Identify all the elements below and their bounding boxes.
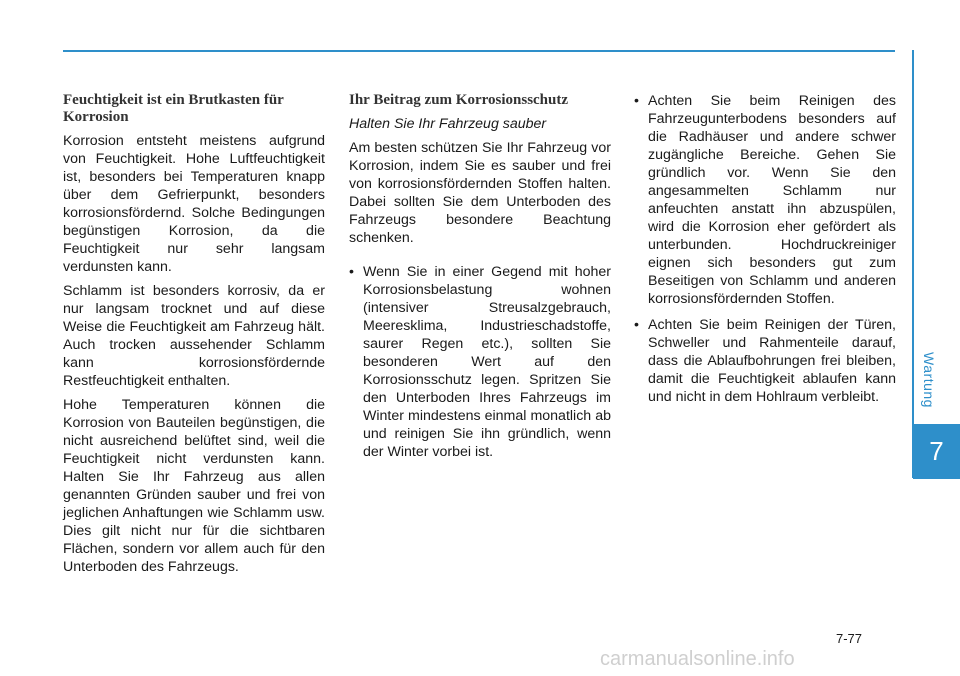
column-right [634,92,896,414]
section-tab [918,330,940,430]
page-number: 7-77 [836,631,863,646]
bullet-list [349,263,611,461]
section-heading-humidity: Feuchtigkeit ist ein Brutkasten für Korrosion [63,92,284,125]
column-left [63,92,325,582]
chapter-number: 7 [929,436,944,466]
chapter-badge [913,424,960,479]
list-item: • Achten Sie beim Reinigen der Türen, Schweller und Rahmenteile darauf, dass die Ablaufbohrungen frei bleiben, damit die Feuchtigkeit ablaufen kann und nicht in dem Hohlraum verbleibt. [634,316,896,406]
paragraph: Am besten schützen Sie Ihr Fahrzeug vor Korrosion, indem Sie es sauber und frei von korrosionsfördernden Stoffen halten. Dabei sollten Sie dem Unterboden des Fahrzeugs besondere Beachtung schenken. [349,140,611,246]
list-item: • Achten Sie beim Reinigen des Fahrzeugunterbodens besonders auf die Radhäuser und andere schwer zugängliche Bereiche. Gehen Sie gründlich vor. Wenn Sie den angesammelten Schlamm nur anfeuchten anstatt ihn abzuspülen, wird die Korrosion eher gefördert als unterbunden. Hochdruckreiniger eignen sich besonders gut zum Beseitigen von Schlamm und anderen korrosionsfördernden Stoffen. [634,92,896,308]
section-label: Wartung [921,352,938,408]
watermark: carmanualsonline.info [600,648,795,670]
paragraph: Hohe Temperaturen können die Korrosion von Bauteilen begünstigen, die nicht ausreichend belüftet sind, weil die Feuchtigkeit nicht verdunsten kann. Halten Sie Ihr Fahrzeug aus allen genannten Gründen sauber und frei von jeglichen Anhaftungen wie Schlamm usw. Dies gilt nicht nur für die sichtbaren Flächen, sondern vor allem auch für den Unterboden des Fahrzeugs. [63,397,325,575]
list-item: • Wenn Sie in einer Gegend mit hoher Korrosionsbelastung wohnen (intensiver Streusalzgebrauch, Meeresklima, Industrieschadstoffe, saurer Regen etc.), sollten Sie besonderen Wert auf den Korrosionsschutz legen. Spritzen Sie den Unterboden Ihres Fahrzeugs im Winter mindestens einmal monatlich ab und reinigen Sie ihn gründlich, wenn der Winter vorbei ist. [349,263,611,461]
header-rule [63,50,895,52]
column-middle [349,92,611,469]
subheading: Halten Sie Ihr Fahrzeug sauber [349,116,547,132]
paragraph: Korrosion entsteht meistens aufgrund von Feuchtigkeit. Hohe Luftfeuchtigkeit ist, besonders bei Temperaturen knapp über dem Gefrierpunkt, besonders korrosionsfördernd. Solche Bedingungen begünstigen Korrosion, da die Feuchtigkeit nur sehr langsam verdunsten kann. [63,133,325,275]
bullet-list [634,92,896,406]
paragraph: Schlamm ist besonders korrosiv, da er nur langsam trocknet und auf diese Weise die Feuchtigkeit am Fahrzeug hält. Auch trocken aussehender Schlamm kann korrosionsfördernde Restfeuchtigkeit enthalten. [63,283,325,389]
section-heading-corrosion-protection: Ihr Beitrag zum Korrosionsschutz [349,92,569,108]
side-rule [912,50,914,478]
